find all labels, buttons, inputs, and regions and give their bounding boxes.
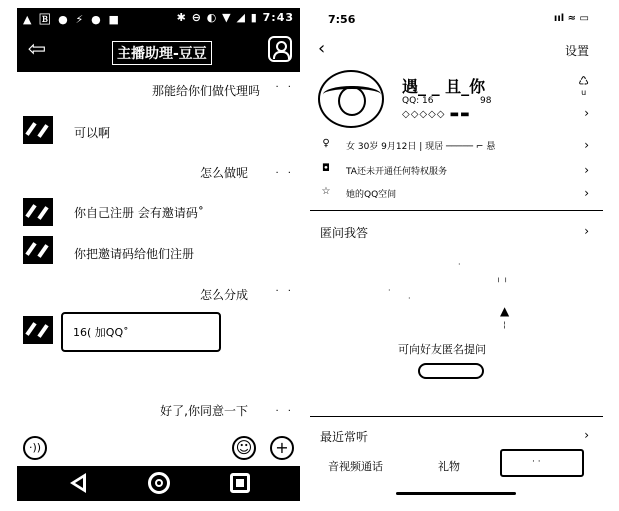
recent-chevron-icon[interactable]: › [584, 428, 589, 442]
contact-avatar[interactable] [23, 236, 53, 264]
message-menu-icon[interactable]: · · [275, 286, 294, 297]
message-right: 怎么做呢 [199, 166, 248, 180]
message-menu-icon[interactable]: · · [275, 406, 294, 417]
decor-dot: · [458, 260, 461, 269]
profile-nav [310, 38, 603, 62]
profile-qq: QQ: 16 [402, 96, 434, 106]
voice-icon[interactable]: ·)) [23, 436, 47, 460]
plus-icon[interactable]: + [270, 436, 294, 460]
tab-gift[interactable]: 礼物 [438, 460, 460, 473]
message-left: 你把邀请码给他们注册 [74, 247, 195, 261]
qa-title[interactable]: 匿问我答 [320, 226, 369, 240]
chevron-icon: › [584, 138, 589, 152]
android-nav-bar [17, 466, 300, 501]
info-row-privilege[interactable]: ◘ TA还未开通任何特权服务 › [310, 163, 603, 181]
info-row-basic[interactable]: ♀ 女 30岁 9月12日 | 现居 ───── ⌐ 悬 › [310, 138, 603, 156]
status-time: 7:56 [328, 13, 356, 26]
decor-dot: · [388, 286, 391, 295]
ask-button[interactable] [418, 363, 484, 379]
status-bar [17, 8, 300, 28]
like-icon: ♺ [578, 74, 589, 88]
message-left: 你自己注册 会有邀请码˚ [74, 206, 204, 220]
qa-chevron-icon[interactable]: › [584, 224, 589, 238]
chevron-icon: › [584, 163, 589, 177]
divider [310, 210, 603, 211]
nav-home-icon[interactable] [148, 472, 170, 494]
decor-dot: · [408, 294, 411, 303]
divider [310, 416, 603, 417]
message-left: 16( 加QQ˚ [73, 326, 129, 339]
profile-chevron-icon[interactable]: › [584, 106, 589, 120]
nav-back-icon[interactable] [70, 473, 86, 493]
status-bar [310, 8, 603, 30]
tab-video-call[interactable]: 音视频通话 [328, 460, 383, 473]
status-right: ✱ ⊖ ◐ ▼ ◢ ▮ 7:43 [176, 11, 294, 24]
message-menu-icon[interactable]: · · [275, 82, 294, 93]
decor-dot: ¦ [503, 320, 506, 329]
decor-dot: ╵ ╵ [496, 278, 509, 287]
chat-screen [17, 8, 300, 501]
decor-drop: ▲ [500, 304, 510, 318]
privilege-icon: ◘ [322, 163, 330, 174]
message-bubble[interactable] [61, 312, 221, 352]
message-left: 可以啊 [74, 126, 111, 140]
star-icon: ☆ [321, 186, 331, 197]
home-indicator[interactable] [396, 492, 516, 495]
chat-header [17, 28, 300, 72]
contact-profile-icon[interactable] [268, 36, 292, 62]
chat-title: 主播助理-豆豆 [112, 41, 212, 65]
profile-level: ◇◇◇◇◇ ▬▬ [402, 109, 471, 120]
message-right: 那能给你们做代理吗 [151, 84, 260, 98]
back-chevron-icon[interactable]: ‹ [318, 38, 326, 59]
status-left-icons: ▲ 🄱 ● ⚡ ● ■ [23, 13, 121, 26]
input-bar [17, 432, 300, 464]
message-menu-icon[interactable]: · · [275, 168, 294, 179]
info-row-qzone[interactable]: ☆ 她的QQ空间 › [321, 186, 589, 200]
profile-qq-tail: 98 [480, 96, 492, 106]
likes-count: u [581, 88, 587, 97]
message-right: 好了,你同意一下 [160, 404, 248, 418]
recent-title[interactable]: 最近常听 [320, 430, 369, 444]
message-right: 怎么分成 [199, 288, 248, 302]
profile-name: 遇_ _ 且_你 [402, 77, 486, 96]
likes[interactable] [578, 74, 589, 97]
action-box[interactable]: · · [500, 449, 584, 477]
profile-avatar[interactable] [318, 70, 384, 128]
chevron-icon: › [584, 186, 589, 200]
contact-avatar[interactable] [23, 316, 53, 344]
settings-button[interactable]: 设置 [564, 44, 589, 58]
status-icons: ııl ≈ ▭ [553, 13, 589, 24]
nav-recents-icon[interactable] [230, 473, 250, 493]
person-icon: ♀ [322, 138, 330, 149]
qa-prompt: 可向好友匿名提问 [398, 343, 486, 356]
back-arrow-icon[interactable]: ⇦ [27, 37, 47, 62]
contact-avatar[interactable] [23, 198, 53, 226]
contact-avatar[interactable] [23, 116, 53, 144]
emoji-icon[interactable]: ☺ [232, 436, 256, 460]
profile-screen [310, 8, 603, 501]
